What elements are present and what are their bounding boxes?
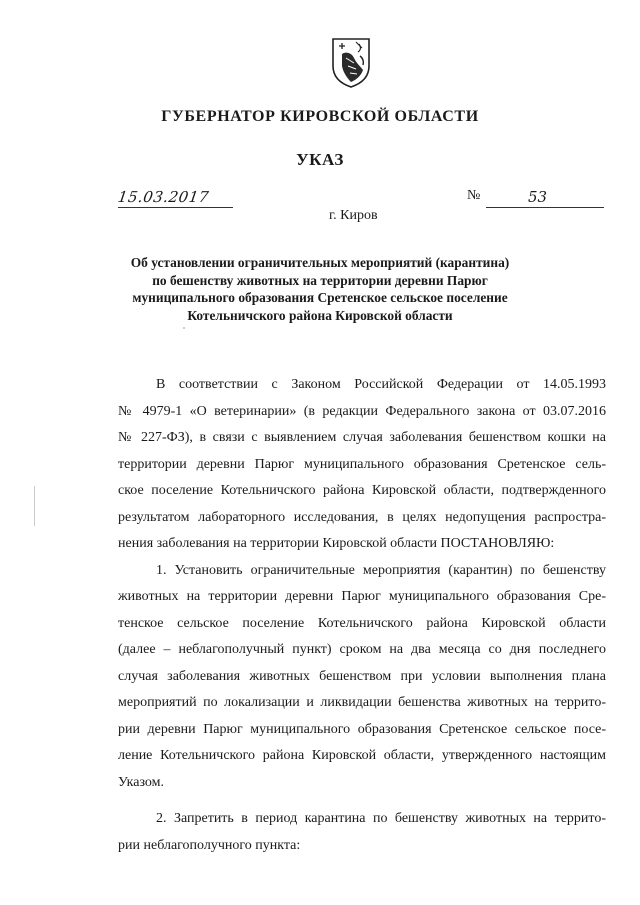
text-line: № 227-ФЗ), в связи с выявлением случая заболевания бешенством кошки на [118, 430, 606, 445]
heading-line: по бешенству животных на территории деревни Парюг [152, 272, 488, 288]
clause-1-paragraph [118, 558, 606, 797]
text-line: ское поселение Котельничского района Кировской области, подтвержденного [118, 483, 606, 498]
heading-line: Котельничского района Кировской области [187, 307, 453, 323]
text-line: территории деревни Парюг муниципального образования Сретенское сель- [118, 456, 606, 472]
preamble-paragraph [118, 372, 606, 558]
clause-2-paragraph [118, 806, 606, 859]
text-line: нения заболевания на территории Кировской области ПОСТАНОВЛЯЮ: [118, 536, 555, 551]
text-line: случая заболевания животных бешенством при условии выполнения плана [118, 668, 606, 684]
decree-body [118, 372, 606, 859]
issue-city: г. Киров [329, 208, 378, 223]
document-type: УКАЗ [296, 150, 344, 169]
issuing-authority: ГУБЕРНАТОР КИРОВСКОЙ ОБЛАСТИ [161, 108, 479, 125]
number-label: № [467, 188, 481, 203]
scan-artifact [183, 327, 185, 329]
kirov-oblast-coat-of-arms-icon [330, 36, 372, 88]
text-line: результатом лабораторного исследования, в целях недопущения распростра- [118, 509, 606, 525]
text-line: В соответствии с Законом Российской Федерации от 14.05.1993 [156, 377, 606, 392]
text-line: тенское сельское поселение Котельничского района Кировской области [118, 615, 606, 631]
decree-number: 53 [528, 188, 548, 206]
decree-date: 15.03.2017 [116, 188, 211, 206]
text-line: (далее – неблагополучный пункт) сроком на два месяца со дня последнего [118, 642, 606, 657]
scan-artifact [34, 486, 35, 526]
text-line: ление Котельничского района Кировской области, утвержденного настоящим [118, 748, 606, 763]
text-line: рии деревни Парюг муниципального образования Сретенское сельское посе- [118, 721, 606, 737]
text-line: животных на территории деревни Парюг муниципального образования Сре- [118, 589, 606, 604]
text-line: Указом. [118, 774, 165, 790]
text-line: № 4979-1 «О ветеринарии» (в редакции Федерального закона от 03.07.2016 [118, 403, 606, 419]
text-line: 2. Запретить в период карантина по бешенству животных на террито- [156, 811, 606, 826]
decree-date-field [118, 187, 233, 208]
decree-heading [130, 254, 510, 324]
text-line: мероприятий по локализации и ликвидации бешенства животных на террито- [118, 695, 606, 710]
heading-line: Об установлении ограничительных мероприятий (карантина) [130, 255, 510, 270]
heading-line: муниципального образования Сретенское сельское поселение [132, 290, 508, 305]
text-line: 1. Установить ограничительные мероприятия (карантин) по бешенству [156, 562, 606, 578]
text-line: рии неблагополучного пункта: [118, 837, 301, 853]
decree-number-field [486, 187, 604, 208]
